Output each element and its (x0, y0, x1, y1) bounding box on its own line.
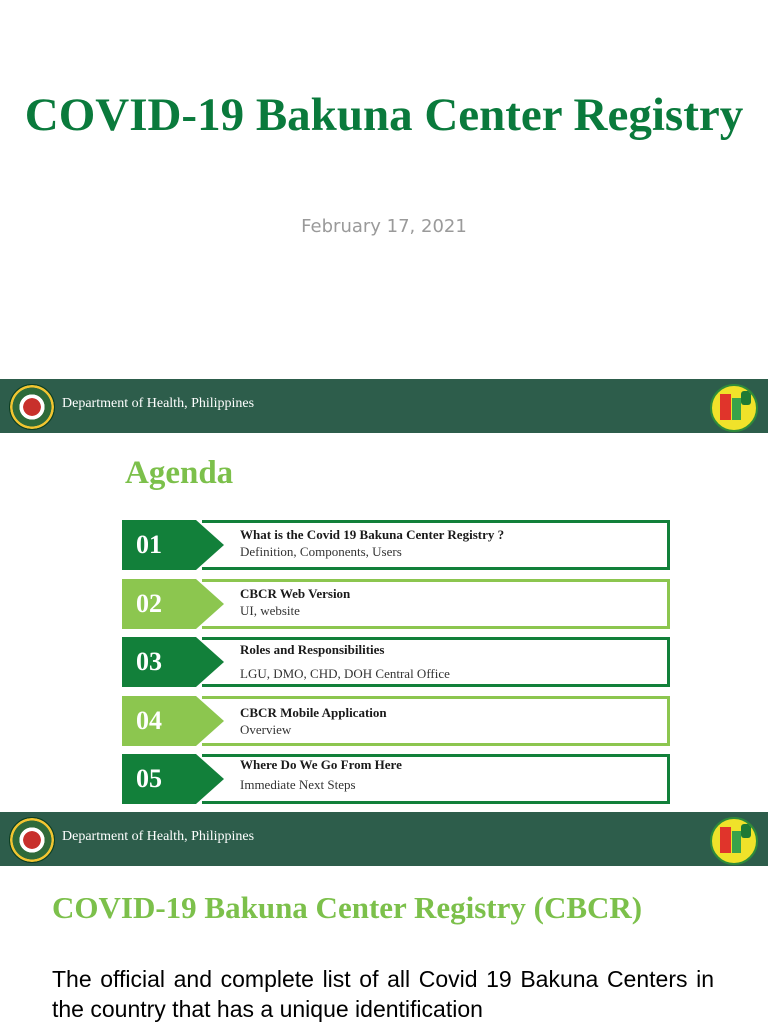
agenda-number: 04 (122, 696, 196, 746)
agenda-number: 02 (122, 579, 196, 629)
header-bar (0, 379, 768, 433)
agenda-item (122, 754, 672, 804)
agenda-number: 01 (122, 520, 196, 570)
agenda-item-title: Roles and Responsibilities (240, 642, 385, 657)
department-name: Department of Health, Philippines (62, 396, 255, 411)
agenda-item-subtitle: Immediate Next Steps (240, 777, 356, 792)
agenda-number: 05 (122, 754, 196, 804)
cbcr-title: COVID-19 Bakuna Center Registry (CBCR) (52, 890, 643, 925)
department-name: Department of Health, Philippines (62, 829, 255, 844)
slide-date: February 17, 2021 (301, 216, 467, 237)
header-bar (0, 812, 768, 866)
agenda-item-subtitle: UI, website (240, 603, 300, 618)
cbcr-body: The official and complete list of all Covid 19 Bakuna Centers in the country that has a unique identification (52, 966, 714, 1022)
agenda-item-title: CBCR Web Version (240, 586, 351, 601)
slide-title: COVID-19 Bakuna Center Registry (24, 89, 744, 141)
agenda-item (122, 520, 672, 570)
agenda-title: Agenda (125, 455, 234, 491)
definition-slide (0, 866, 768, 1024)
title-slide (0, 0, 768, 379)
agenda-item-subtitle: LGU, DMO, CHD, DOH Central Office (240, 666, 450, 681)
bakuna-logo-icon (710, 817, 758, 865)
doh-seal-icon (9, 384, 55, 430)
agenda-item-title: CBCR Mobile Application (240, 705, 387, 720)
agenda-box (202, 696, 670, 746)
agenda-item-title: What is the Covid 19 Bakuna Center Registry ? (240, 527, 505, 542)
agenda-item-title: Where Do We Go From Here (240, 757, 402, 772)
doh-seal-icon (9, 817, 55, 863)
agenda-item-subtitle: Overview (240, 722, 292, 737)
agenda-item (122, 696, 672, 746)
agenda-item (122, 579, 672, 629)
agenda-item (122, 637, 672, 687)
bakuna-logo-icon (710, 384, 758, 432)
agenda-item-subtitle: Definition, Components, Users (240, 544, 402, 559)
agenda-number: 03 (122, 637, 196, 687)
agenda-slide (0, 433, 768, 812)
